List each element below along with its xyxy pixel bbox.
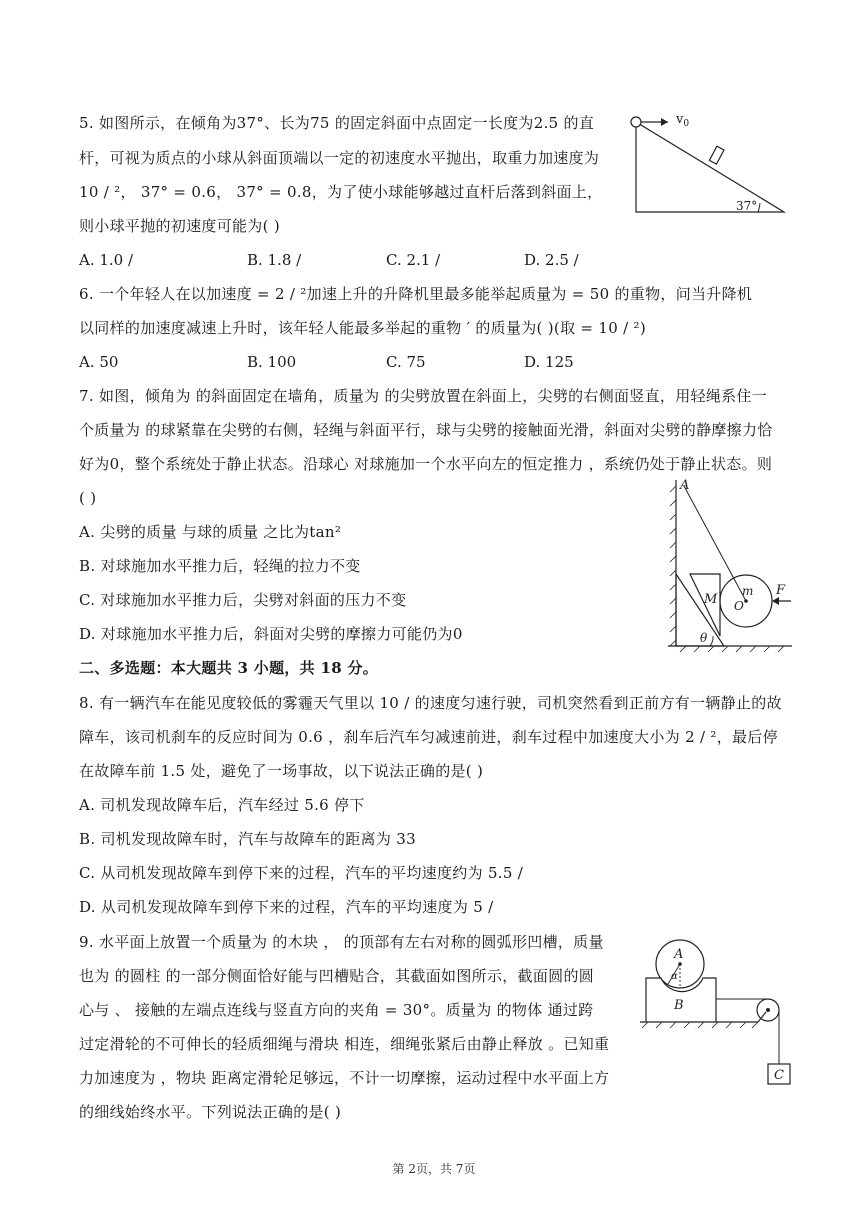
q8-option-d: D. 从司机发现故障车到停下来的过程，汽车的平均速度为 5 / [79, 898, 494, 916]
q5-option-c: C. 2.1 / [386, 251, 441, 269]
q7-line-4: ( ) [79, 489, 97, 507]
q9-pulley-figure [632, 930, 802, 1090]
q5-v-sub: 0 [683, 119, 690, 129]
q8-option-a: A. 司机发现故障车后，汽车经过 5.6 停下 [79, 796, 365, 814]
svg-text:v0 [675, 112, 689, 129]
q6-line-2: 以同样的加速度减速上升时，该年轻人能最多举起的重物 ′ 的质量为( )(取 = 10 / ²) [79, 319, 647, 337]
q5-angle-label: 37° [736, 199, 758, 213]
q7-label-m-lower: m [742, 584, 754, 598]
q5-option-b: B. 1.8 / [247, 251, 302, 269]
q5-option-a: A. 1.0 / [79, 251, 134, 269]
q6-option-c: C. 75 [386, 353, 426, 371]
q9-line-1: 9. 水平面上放置一个质量为 的木块 ， 的顶部有左右对称的圆弧形凹槽，质量 [79, 933, 604, 951]
page-footer: 第 2页，共 7页 [392, 1162, 476, 1176]
q7-label-o: O [734, 599, 744, 613]
q7-label-f: F [776, 583, 786, 598]
q5-line-2: 杆，可视为质点的小球从斜面顶端以一定的初速度水平抛出，取重力加速度为 [79, 149, 600, 167]
q7-wedge-figure [666, 478, 796, 658]
q9-line-6: 的细线始终水平。下列说法正确的是( ) [79, 1103, 342, 1121]
q7-label-a: A [680, 478, 690, 493]
q5-option-d: D. 2.5 / [524, 251, 579, 269]
q6-option-b: B. 100 [247, 353, 297, 371]
q6-option-d: D. 125 [524, 353, 574, 371]
q8-line-2: 障车，该司机刹车的反应时间为 0.6 ，刹车后汽车匀减速前进，刹车过程中加速度大小为 2 / ²，最后停 [79, 728, 778, 746]
q6-line-1: 6. 一个年轻人在以加速度 = 2 / ²加速上升的升降机里最多能举起质量为 = 50 的重物，问当升降机 [79, 285, 753, 303]
q9-label-a: A [674, 947, 684, 962]
q6-option-a: A. 50 [79, 353, 119, 371]
q8-line-3: 在故障车前 1.5 处，避免了一场事故，以下说法正确的是( ) [79, 762, 484, 780]
q5-line-4: 则小球平抛的初速度可能为( ) [79, 217, 280, 235]
q5-incline-figure [630, 108, 790, 216]
q7-option-b: B. 对球施加水平推力后，轻绳的拉力不变 [79, 557, 361, 575]
q7-label-m-upper: M [704, 592, 718, 607]
q7-line-2: 个质量为 的球紧靠在尖劈的右侧，轻绳与斜面平行，球与尖劈的接触面光滑，斜面对尖劈的静摩擦力恰 [79, 421, 773, 439]
q5-v-label: v [676, 112, 684, 127]
q7-option-a: A. 尖劈的质量 与球的质量 之比为tan² [79, 523, 342, 541]
q7-option-d: D. 对球施加水平推力后，斜面对尖劈的摩擦力可能仍为0 [79, 625, 463, 643]
q5-line-1: 5. 如图所示，在倾角为37°、长为75 的固定斜面中点固定一长度为2.5 的直 [79, 114, 595, 132]
q9-line-2: 也为 的圆柱 的一部分侧面恰好能与凹槽贴合，其截面如图所示，截面圆的圆 [79, 967, 595, 985]
section-heading: 二、多选题：本大题共 3 小题，共 18 分。 [79, 659, 379, 677]
q9-line-3: 心与 、 接触的左端点连线与竖直方向的夹角 = 30°。质量为 的物体 通过跨 [79, 1001, 594, 1019]
q8-option-b: B. 司机发现故障车时，汽车与故障车的距离为 33 [79, 830, 416, 848]
q7-option-c: C. 对球施加水平推力后，尖劈对斜面的压力不变 [79, 591, 407, 609]
q9-label-c: C [774, 1068, 784, 1083]
q8-line-1: 8. 有一辆汽车在能见度较低的雾霾天气里以 10 / 的速度匀速行驶，司机突然看到正前方有一辆静止的故 [79, 694, 782, 712]
q7-line-1: 7. 如图，倾角为 的斜面固定在墙角，质量为 的尖劈放置在斜面上，尖劈的右侧面竖直，用轻绳系住一 [79, 387, 768, 405]
q9-line-5: 力加速度为 ，物块 距离定滑轮足够远，不计一切摩擦，运动过程中水平面上方 [79, 1069, 610, 1087]
q8-option-c: C. 从司机发现故障车到停下来的过程，汽车的平均速度约为 5.5 / [79, 864, 524, 882]
q9-label-alpha: α [671, 971, 678, 982]
q5-line-3: 10 / ²， 37° = 0.6， 37° = 0.8，为了使小球能够越过直杆后落到斜面上， [79, 183, 603, 201]
q9-label-b: B [674, 998, 684, 1013]
q7-label-theta: θ [700, 631, 708, 645]
q7-line-3: 好为0，整个系统处于静止状态。沿球心 对球施加一个水平向左的恒定推力 ，系统仍处于静止状态。则 [79, 455, 773, 473]
q9-line-4: 过定滑轮的不可伸长的轻质细绳与滑块 相连，细绳张紧后由静止释放 。已知重 [79, 1035, 610, 1053]
